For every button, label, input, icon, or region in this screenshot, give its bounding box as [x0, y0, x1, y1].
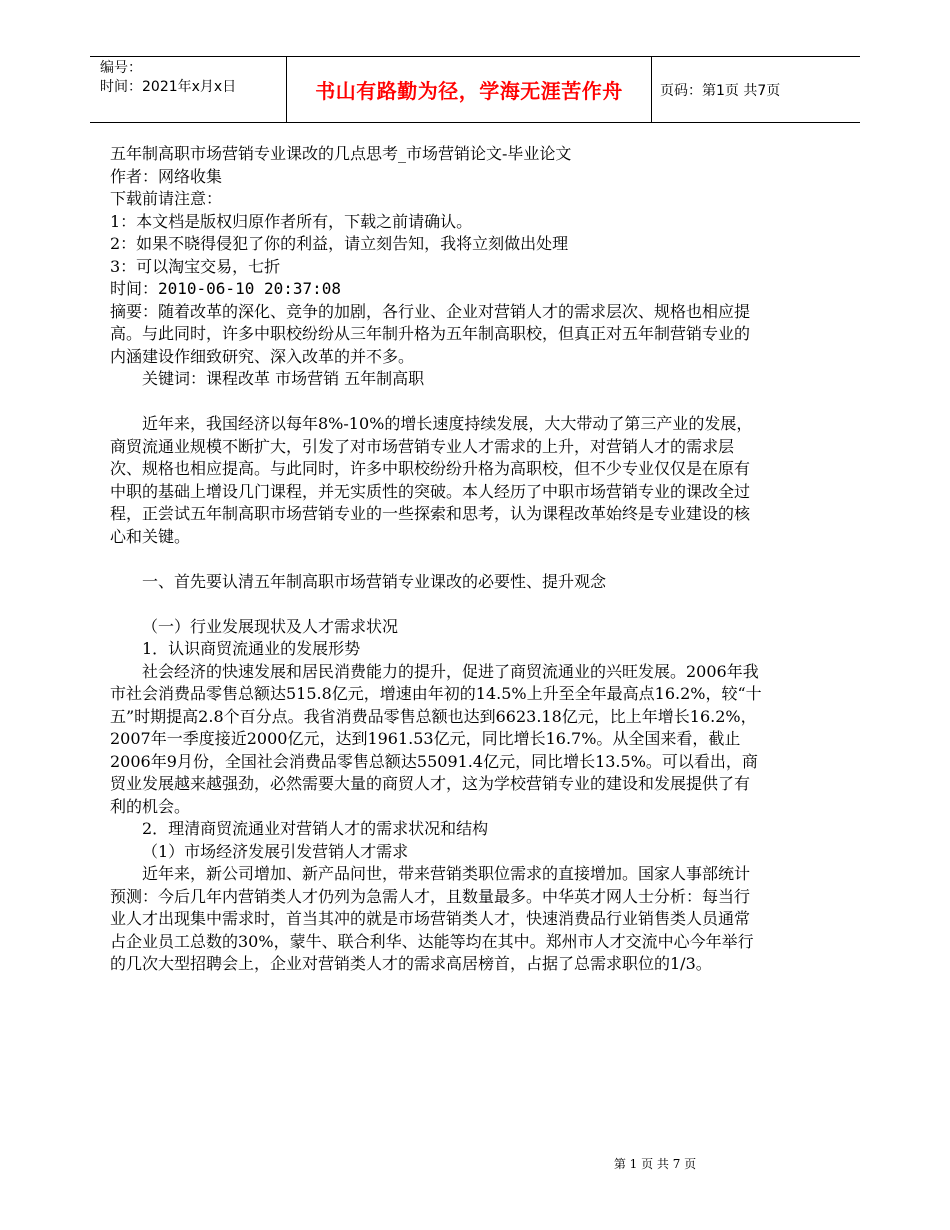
header-page-cell [660, 57, 780, 122]
spacer [110, 593, 765, 616]
spacer [110, 391, 765, 414]
paragraph-commerce: 社会经济的快速发展和居民消费能力的提升，促进了商贸流通业的兴旺发展。2006年我市社会消费品零售总额达515.8亿元，增速由年初的14.5%上升至全年最高点16.2%，较“十五”时期提高2.8个百分点。我省消费品零售总额也达到6623.18亿元，比上年增长16.2%，2007年一季度接近2000亿元，达到1961.53亿元，同比增长16.7%。从全国来看，截止2006年9月份，全国社会消费品零售总额达55091.4亿元，同比增长13.5%。可以看出，商贸业发展越来越强劲，必然需要大量的商贸人才，这为学校营销专业的建设和发展提供了有利的机会。 [110, 661, 762, 816]
header-table [90, 56, 860, 123]
paragraph-demand: 近年来，新公司增加、新产品问世，带来营销类职位需求的直接增加。国家人事部统计预测：今后几年内营销类人才仍列为急需人才，且数量最多。中华英才网人士分析：每当行业人才出现集中需求时，首当其冲的就是市场营销类人才，快速消费品行业销售类人员通常占企业员工总数的30%，蒙牛、联合利华、达能等均在其中。郑州市人才交流中心今年举行的几次大型招聘会上，企业对营销类人才的需求高居榜首，占据了总需求职位的1/3。 [110, 864, 754, 973]
notice-item-1: 1：本文档是版权归原作者所有，下载之前请确认。 [110, 211, 473, 231]
notice-item-3: 3：可以淘宝交易，七折 [110, 256, 281, 276]
serial-label: 编号： [100, 60, 142, 76]
subsection-heading-1: （一）行业发展现状及人才需求状况 [142, 616, 399, 636]
section-heading-1: 一、首先要认清五年制高职市场营销专业课改的必要性、提升观念 [142, 571, 607, 591]
notice-item-2: 2：如果不晓得侵犯了你的利益，请立刻告知，我将立刻做出处理 [110, 234, 569, 253]
page-footer [0, 1155, 950, 1172]
notice-heading: 下载前请注意： [110, 189, 223, 208]
paragraph-intro: 近年来，我国经济以每年8%-10%的增长速度持续发展，大大带动了第三产业的发展，商贸流通业规模不断扩大，引发了对市场营销专业人才需求的上升，对营销人才的需求层次、规格也相应提高。与此同时，许多中职校纷纷升格为高职校，但不少专业仅仅是在原有中职的基础上增设几门课程，并无实质性的突破。本人经历了中职市场营销专业的课改全过程，正尝试五年制高职市场营销专业的一些探索和思考，认为课程改革始终是专业建设的核心和关键。 [110, 414, 753, 546]
item-heading-1: 1．认识商贸流通业的发展形势 [142, 639, 361, 658]
footer-page-number: 第 1 页 共 7 页 [613, 1157, 697, 1171]
spacer [110, 548, 765, 571]
author-line: 作者：网络收集 [110, 166, 223, 186]
header-motto-cell [286, 57, 652, 122]
keywords: 关键词：课程改革 市场营销 五年制高职 [142, 369, 425, 388]
publish-time: 时间：2010-06-10 20:37:08 [110, 279, 342, 298]
abstract: 摘要：随着改革的深化、竞争的加剧，各行业、企业对营销人才的需求层次、规格也相应提高。与此同时，许多中职校纷纷从三年制升格为五年制高职校，但真正对五年制营销专业的内涵建设作细致研究、深入改革的并不多。 [110, 301, 751, 366]
header-motto: 书山有路勤为径，学海无涯苦作舟 [315, 79, 623, 103]
document-body [110, 143, 765, 976]
header-date: 时间：2021年x月x日 [100, 79, 237, 95]
item-heading-2: 2．理清商贸流通业对营销人才的需求状况和结构 [142, 819, 489, 838]
document-title: 五年制高职市场营销专业课改的几点思考_市场营销论文-毕业论文 [110, 144, 572, 163]
header-page-number: 页码：第1页 共7页 [660, 82, 781, 99]
item-heading-2-1: （1）市场经济发展引发营销人才需求 [142, 841, 409, 861]
header-left-cell [100, 59, 236, 97]
